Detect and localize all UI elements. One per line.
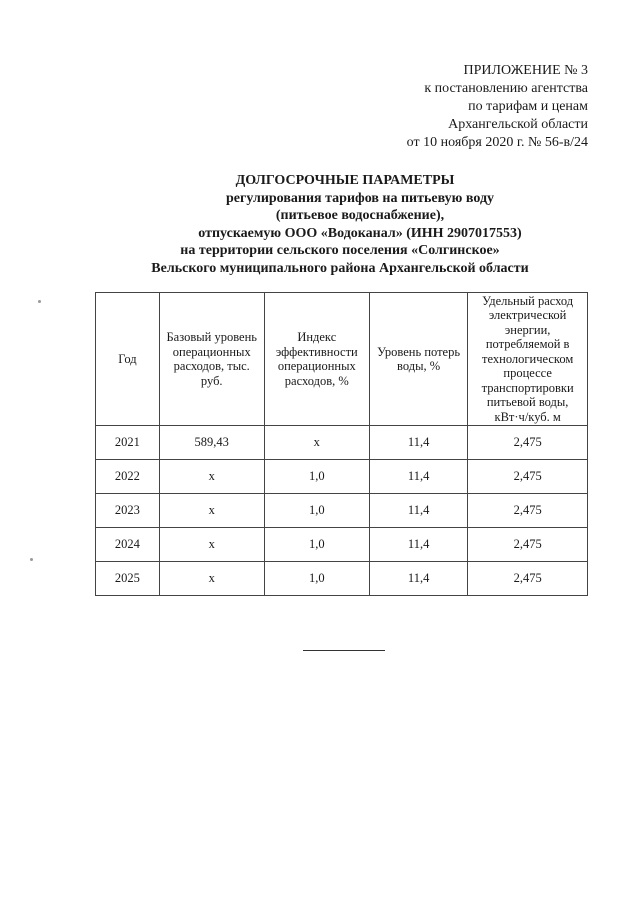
cell-water-loss: 11,4 <box>369 426 467 460</box>
header-base-opex: Базовый уровень операционных расходов, тыс. руб. <box>159 293 264 426</box>
title-line: отпускаемую ООО «Водоканал» (ИНН 2907017553) <box>198 225 522 241</box>
appendix-date-number: от 10 ноября 2020 г. № 56-в/24 <box>406 135 588 150</box>
title-line: регулирования тарифов на питьевую воду <box>225 190 495 206</box>
cell-base-opex: 589,43 <box>159 426 264 460</box>
closing-divider <box>303 650 385 651</box>
cell-water-loss: 11,4 <box>369 562 467 596</box>
title-line: (питьевое водоснабжение), <box>275 208 445 223</box>
cell-efficiency-index: х <box>264 426 369 460</box>
cell-energy-consumption: 2,475 <box>468 460 588 494</box>
scan-speck <box>30 558 33 561</box>
cell-efficiency-index: 1,0 <box>264 494 369 528</box>
cell-base-opex: х <box>159 494 264 528</box>
cell-energy-consumption: 2,475 <box>468 494 588 528</box>
parameters-table <box>95 292 588 596</box>
header-year: Год <box>96 293 160 426</box>
header-energy-consumption: Удельный расход электрической энергии, потребляемой в технологическом процессе транспортировки питьевой воды, кВт·ч/куб. м <box>468 293 588 426</box>
table-row <box>96 528 588 562</box>
cell-base-opex: х <box>159 562 264 596</box>
cell-energy-consumption: 2,475 <box>468 528 588 562</box>
header-water-loss: Уровень потерь воды, % <box>369 293 467 426</box>
table-header-row <box>96 293 588 426</box>
scan-speck <box>38 300 41 303</box>
cell-efficiency-index: 1,0 <box>264 528 369 562</box>
cell-year: 2022 <box>96 460 160 494</box>
cell-energy-consumption: 2,475 <box>468 562 588 596</box>
cell-water-loss: 11,4 <box>369 494 467 528</box>
cell-energy-consumption: 2,475 <box>468 426 588 460</box>
cell-water-loss: 11,4 <box>369 528 467 562</box>
cell-year: 2024 <box>96 528 160 562</box>
header-efficiency-index: Индекс эффективности операционных расходов, % <box>264 293 369 426</box>
document-title <box>0 172 640 277</box>
cell-year: 2025 <box>96 562 160 596</box>
cell-year: 2023 <box>96 494 160 528</box>
table-row <box>96 460 588 494</box>
table-row <box>96 494 588 528</box>
appendix-line: Архангельской области <box>448 117 588 132</box>
appendix-reference <box>407 62 588 152</box>
table-row <box>96 426 588 460</box>
cell-efficiency-index: 1,0 <box>264 460 369 494</box>
cell-efficiency-index: 1,0 <box>264 562 369 596</box>
cell-water-loss: 11,4 <box>369 460 467 494</box>
title-line: на территории сельского поселения «Солгинское» <box>180 243 500 258</box>
appendix-line: по тарифам и ценам <box>468 99 588 114</box>
appendix-number: ПРИЛОЖЕНИЕ № 3 <box>463 63 588 78</box>
cell-year: 2021 <box>96 426 160 460</box>
cell-base-opex: х <box>159 528 264 562</box>
title-line: Вельского муниципального района Архангельской области <box>151 260 529 276</box>
cell-base-opex: х <box>159 460 264 494</box>
table-row <box>96 562 588 596</box>
title-heading: ДОЛГОСРОЧНЫЕ ПАРАМЕТРЫ <box>235 173 455 188</box>
appendix-line: к постановлению агентства <box>424 81 588 96</box>
